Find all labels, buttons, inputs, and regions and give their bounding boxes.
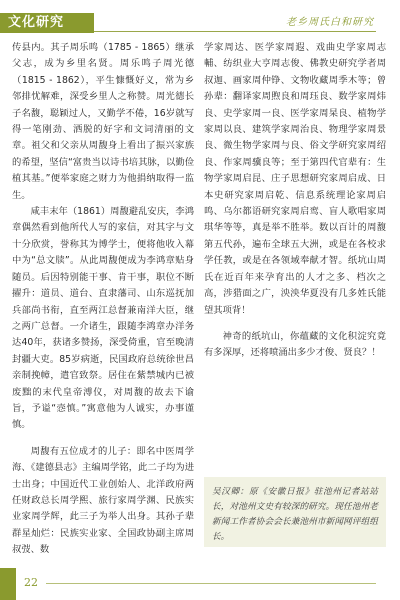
header-divider [94,31,376,32]
left-paragraph-1: 传县内。其子周乐鸣（1785 - 1865）继承父志，成为乡里名贤。周乐鸣子周光德（1815 - 1862），平生慷慨好义，常为乡邻排忧解难，深受乡里人之称赞。周光德长子名馥，聪颖过人，又勤学不倦，16岁就写得一笔刚劲、洒脱的好字和文词清丽的文章。祖父和父亲从周馥身上看出了振兴家族的希望，坚信“富贵当以诗书培其脉，以勤俭植其基。”便举家庭之财力为他捐纳取得一监生。 [12,42,194,201]
left-paragraph-3: 周馥有五位成才的儿子：即名中医周学海、《建德县志》主编周学铭，此二子均为进士出身；中国近代工业创始人、北洋政府两任财政总长周学熙、旅行家周学渊、民族实业家周学辉，此三子为举人出身。其孙子辈群星灿烂：民族实业家、全国政协副主席周叔弢、数 [12,445,194,556]
footer-accent-bar [0,568,16,600]
right-paragraph-1: 学家周达、医学家周遐、戏曲史学家周志輔、纺织业大亨周志俊、佛教史研究学者周叔迦、画家周仲铮、文物收藏周季木等；曾孙辈：翻译家周煦良和周珏良、数学家周炜良、史学家周一良、医学家周杲良、植物学家周以良、建筑学家周治良、物理学家周景良、微生物学家周与良、俗文学研究家周绍良、作家周骥良等；至于第四代官辈有：生物学家周启昆、庄子思想研究家周启成、日本史研究家周启乾、信息系统理论家周启鸣、乌尔都语研究家周启鸾、盲人歌唱家周琪华等等，真是举不胜举。数以百计的周馥第五代孙，遍布全球五大洲，或是在各校求学任教，或是在各领域奉献才智。纸坑山周氏在近百年来孕育出的人才之多、档次之高，涉猎面之广，泱泱华夏没有几多姓氏能望其项背！ [204,42,386,316]
left-column [12,40,194,559]
section-label: 文化研究 [0,13,94,33]
left-paragraph-2: 咸丰末年（1861）周馥避乱安庆，李鸿章偶然看到他所代人写的家信，对其字与文十分欣赏，誉称其为博学士，便将他收入幕中为“总文牍”。从此周馥便成为李鸿章贴身随员。后因特别能干事、肯干事，职位不断擢升：道员、道台、直隶藩司、山东巡抚加兵部尚书衔，直至两江总督兼南洋大臣，继之两广总督。一介诸生，跟随李鸿章办洋务达40年，获诸多赞扬，深受倚重，官至晚清封疆大吏。85岁病逝，民国政府总统徐世昌亲制挽幛，遣官致祭。居住在紫禁城内已被废黜的末代皇帝溥仪，对周馥的故去下谕旨，予谥“悫慎。”寓意他为人诚实，办事谨慎。 [12,206,194,431]
journal-title: 老乡周氏白和研究 [286,17,374,28]
footer-divider [46,583,376,584]
author-note: 吴汉卿：原《安徽日报》驻池州记者站站长，对池州文史有较深的研究。现任池州老新闻工作者协会会长兼池州市新闻网评组组长。 [204,477,386,547]
page-number: 22 [24,576,38,589]
right-paragraph-2: 神奇的纸坑山，你蕴藏的文化积淀究竟有多深厚，还将喷涌出多少才俊、贤良？！ [204,330,386,359]
right-column [204,40,386,362]
page-header [0,0,400,34]
